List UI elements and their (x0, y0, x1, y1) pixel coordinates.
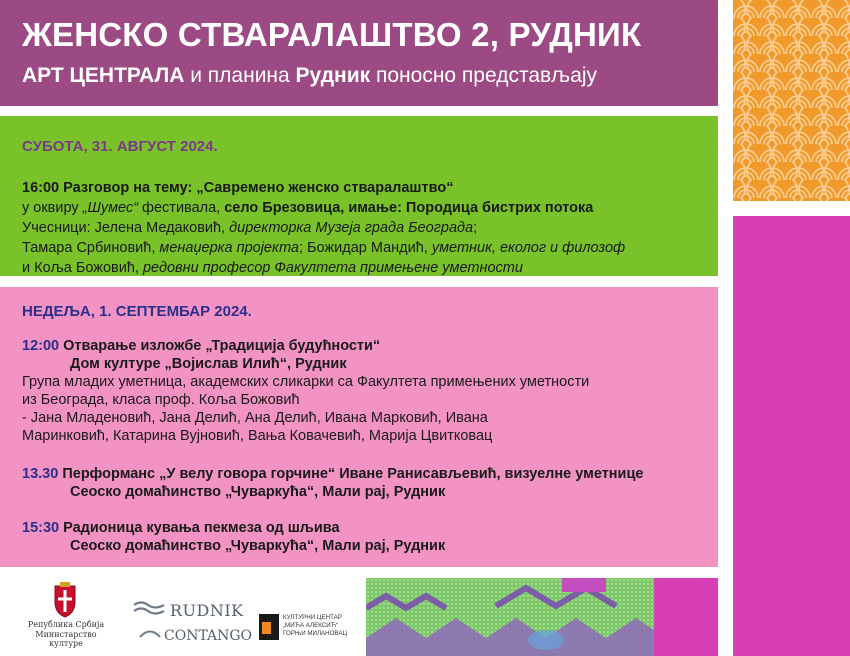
event-3-title-line (22, 519, 445, 537)
serbia-coat-of-arms-icon (52, 582, 78, 618)
contango-logo-text: CONTANGO (164, 628, 253, 644)
rudnik-wave-icon (132, 600, 168, 616)
saturday-festival-name: „Шумес“ (82, 200, 139, 216)
subtitle-text-1: и планина (184, 64, 296, 87)
ministry-name-line2: Министарство културе (35, 630, 97, 648)
kc-line-3: ГОРЊИ МИЛАНОВАЦ (283, 630, 348, 637)
saturday-line-4 (22, 238, 625, 258)
saturday-line-3 (22, 218, 625, 238)
event-2-place: Сеоско домаћинство „Чуваркућа“, Мали рај, Рудник (70, 484, 446, 500)
saturday-line-4a: Тамара Србиновић, (22, 240, 160, 256)
orange-pattern-panel (733, 0, 850, 201)
saturday-line-2 (22, 198, 625, 218)
page-subtitle (22, 64, 597, 88)
saturday-line-4-role2: уметник, еколог и филозоф (431, 240, 626, 256)
saturday-line-3a: Учесници: Јелена Медаковић, (22, 220, 230, 236)
event-3-place: Сеоско домаћинство „Чуваркућа“, Мали рај, Рудник (70, 538, 446, 554)
saturday-section (0, 116, 718, 276)
embroidery-motif (366, 578, 718, 656)
subtitle-text-2: поносно представљају (370, 64, 598, 87)
rudnik-logo-text: RUDNIK (170, 601, 244, 620)
event-2-title: Перформанс „У велу говора горчине“ Иване Ранисављевић, визуелне уметнице (62, 466, 644, 482)
saturday-line-2b: фестивала, (138, 200, 225, 216)
event-2-title-line (22, 465, 643, 483)
event-1-desc-1: Група младих уметница, академских сликарки са Факултета примењених уметности (22, 374, 590, 390)
subtitle-rudnik: Рудник (295, 64, 371, 87)
event-1-title-line (22, 337, 589, 355)
kulturni-centar-text (283, 614, 347, 638)
embroidery-pattern-image (366, 578, 718, 656)
saturday-location: село Брезовица, имање: Породица бистрих потока (224, 200, 594, 216)
ministry-name-line1: Република Србија (27, 620, 105, 629)
sunday-date: НЕДЕЉА, 1. СЕПТЕМБАР 2024. (22, 303, 252, 320)
saturday-time: 16:00 (22, 180, 60, 196)
sunday-section (0, 287, 718, 567)
subtitle-art-centrala: АРТ ЦЕНТРАЛА (22, 64, 185, 87)
saturday-line-4-role1: менаџерка пројекта (159, 240, 299, 256)
footer-logos (0, 576, 360, 656)
saturday-line-3-role: директорка Музеја града Београда (229, 220, 474, 236)
event-1-desc-4: Маринковић, Катарина Вујновић, Вања Ковачевић, Марија Цвитковац (22, 428, 493, 444)
saturday-date: СУБОТА, 31. АВГУСТ 2024. (22, 138, 218, 155)
event-1-title: Отварање изложбе „Традиција будућности“ (63, 338, 381, 354)
header-banner (0, 0, 718, 106)
kc-line-2: „МИЋА АЛЕКСИЋ“ (283, 622, 339, 629)
saturday-line-3b: ; (473, 220, 478, 236)
event-3-title: Радионица кувања пекмеза од шљива (63, 520, 340, 536)
magenta-panel (733, 216, 850, 656)
scallop-pattern (733, 0, 850, 201)
saturday-line-4b: ; Божидар Мандић, (298, 240, 432, 256)
event-1-desc-2: из Београда, класа проф. Коља Божовић (22, 392, 300, 408)
saturday-line-5-role: редовни професор Факултета примењене уметности (142, 260, 523, 276)
saturday-line-5a: и Коља Божовић, (22, 260, 143, 276)
event-2-time: 13.30 (22, 466, 59, 482)
kc-line-1: КУЛТУРНИ ЦЕНТАР (283, 614, 342, 621)
event-3-time: 15:30 (22, 520, 60, 536)
page-title: ЖЕНСКО СТВАРАЛАШТВО 2, РУДНИК (22, 16, 642, 53)
event-1-desc-3: - Јана Младеновић, Јана Делић, Ана Делић, Ивана Марковић, Ивана (22, 410, 488, 426)
saturday-event (22, 178, 625, 278)
saturday-event-title: Разговор на тему: „Савремено женско стваралаштво“ (63, 180, 454, 196)
saturday-line-2a: у оквиру (22, 200, 83, 216)
event-1-place: Дом културе „Војислав Илић“, Рудник (70, 356, 347, 372)
event-1-time: 12:00 (22, 338, 60, 354)
saturday-event-title-line (22, 178, 625, 198)
kulturni-centar-logo-icon (259, 614, 279, 640)
contango-mark-icon (138, 628, 162, 640)
sunday-event-3 (22, 519, 445, 555)
sunday-event-1 (22, 337, 589, 445)
sunday-event-2 (22, 465, 643, 501)
saturday-line-5 (22, 258, 625, 278)
